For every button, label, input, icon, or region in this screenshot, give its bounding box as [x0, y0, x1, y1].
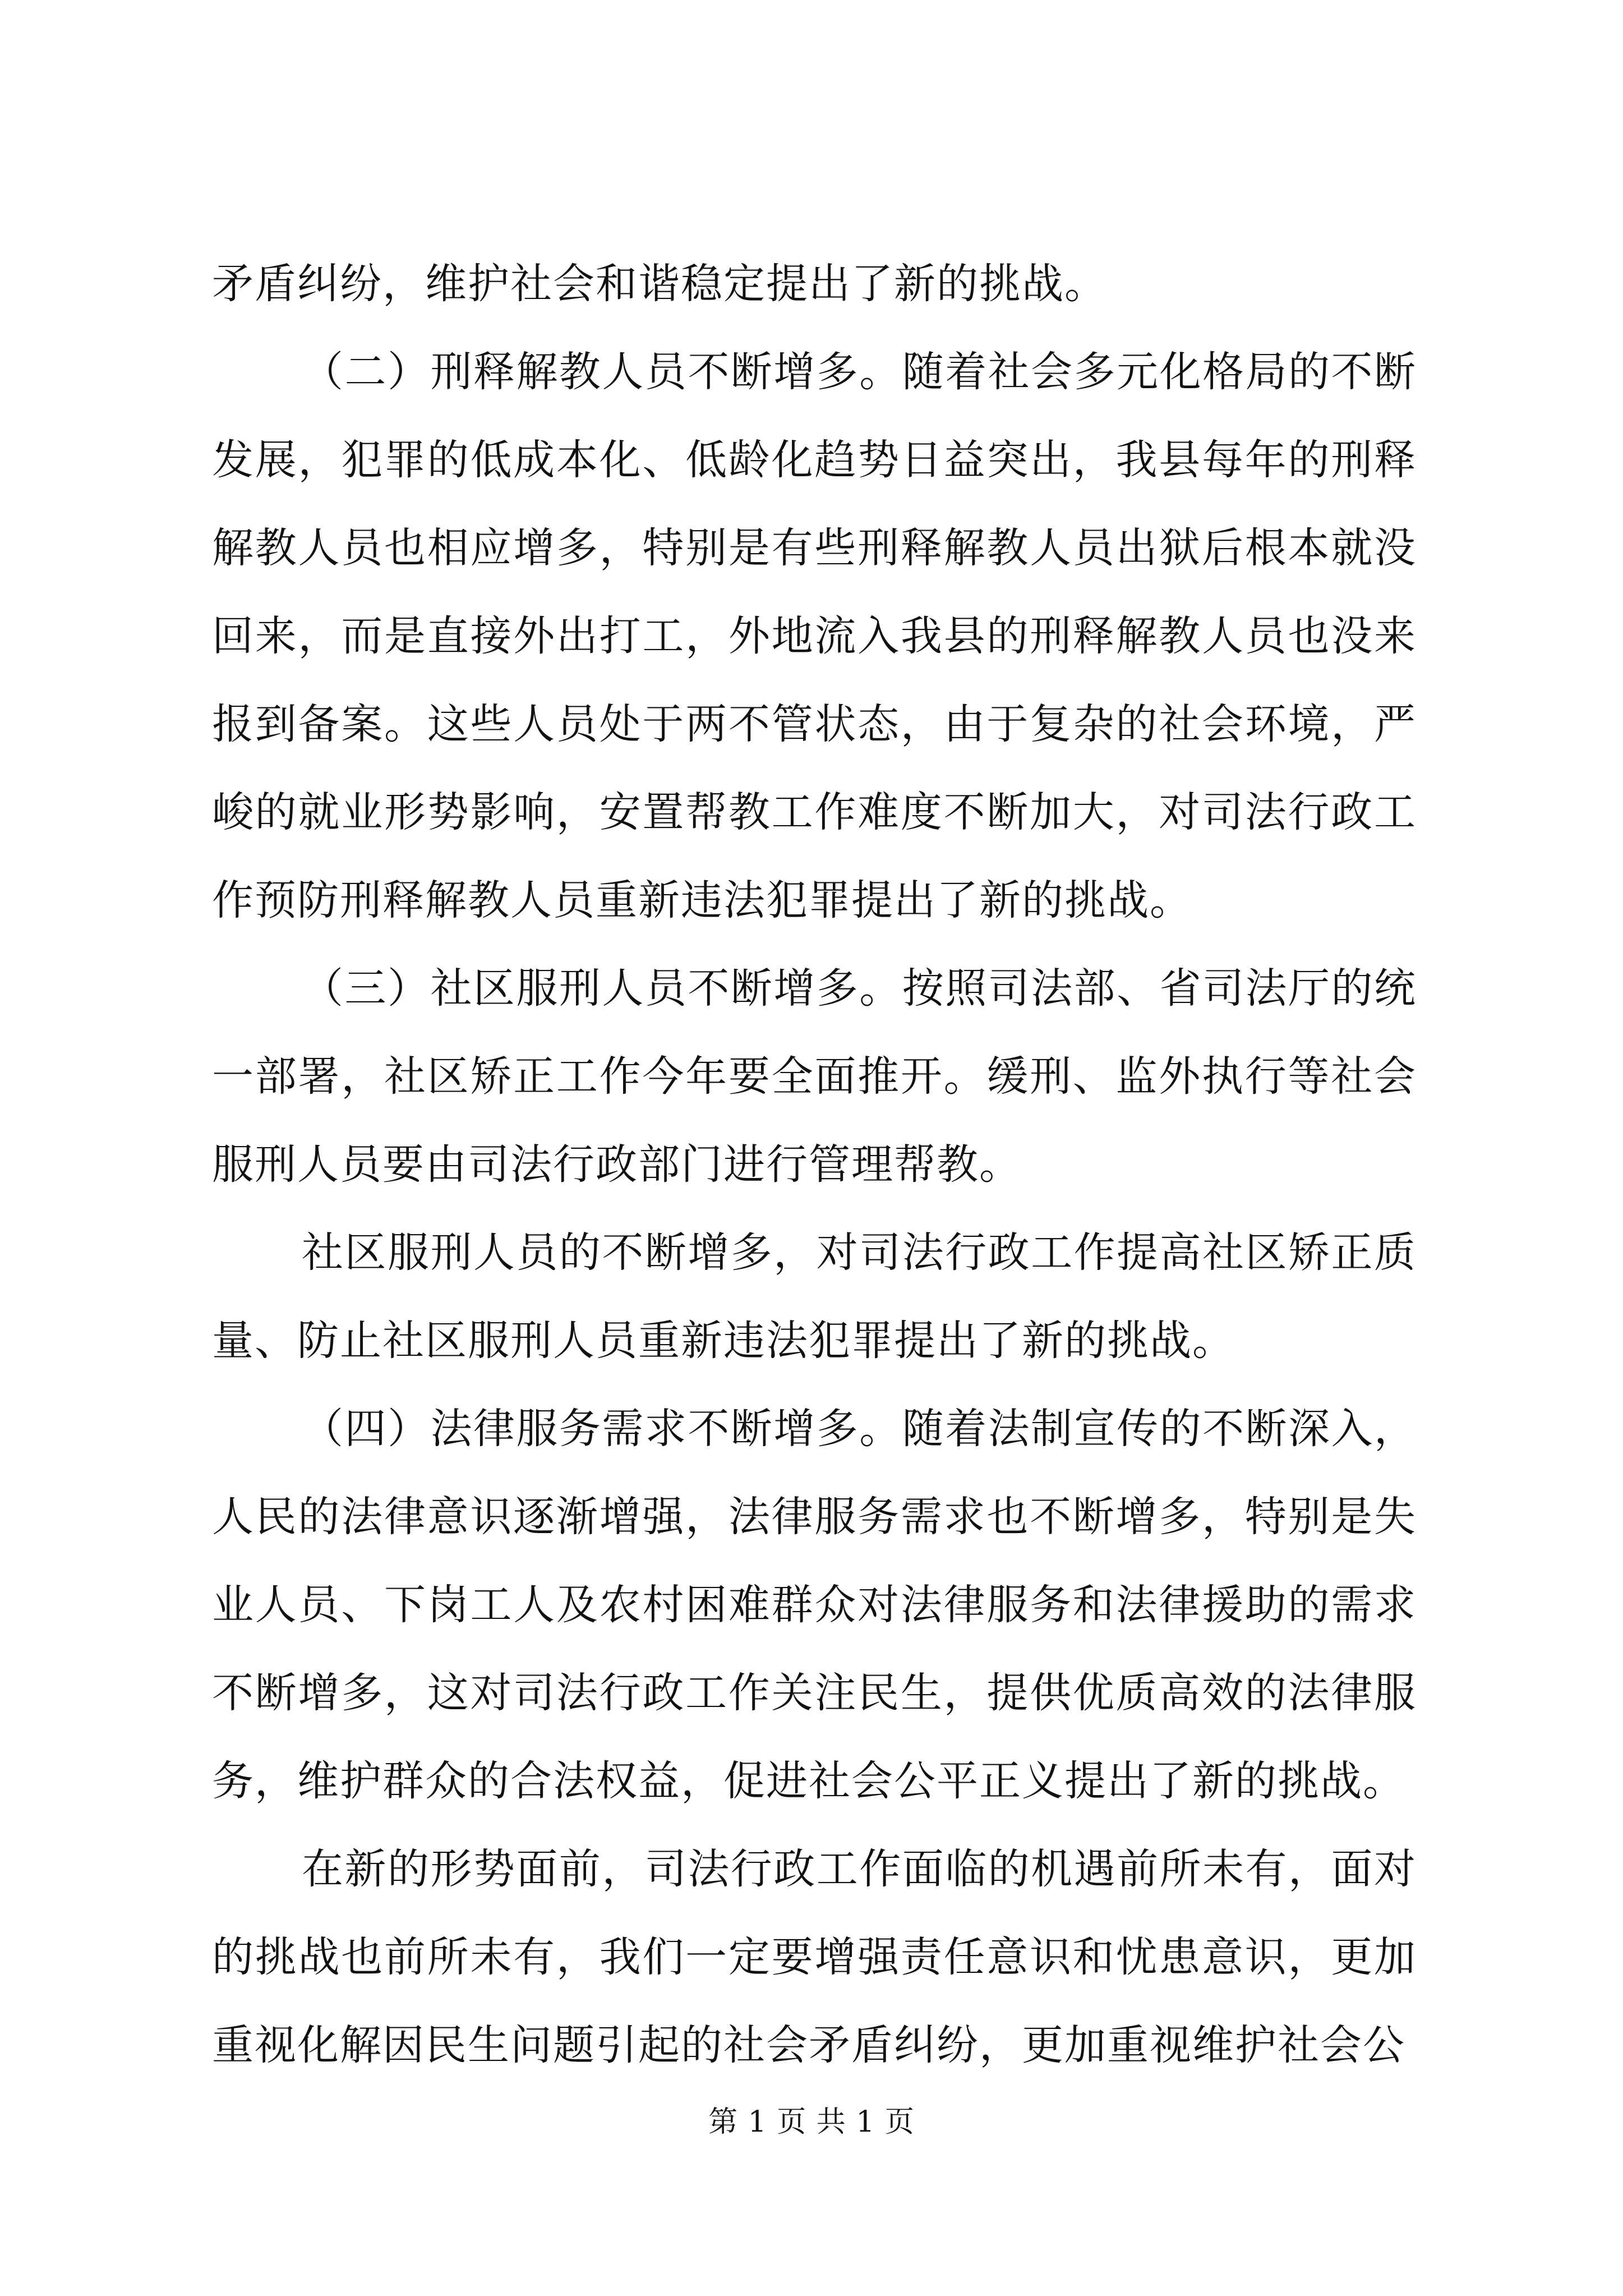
paragraph-released-persons: （二）刑释解教人员不断增多。随着社会多元化格局的不断发展，犯罪的低成本化、低龄化趋势日益突出，我县每年的刑释解教人员也相应增多，特别是有些刑释解教人员出狱后根本就没回来，而是直接外出打工，外地流入我县的刑释解教人员也没来报到备案。这些人员处于两不管状态，由于复杂的社会环境，严峻的就业形势影响，安置帮教工作难度不断加大，对司法行政工作预防刑释解教人员重新违法犯罪提出了新的挑战。	[212, 348, 1417, 924]
paragraph-community-corrections: （三）社区服刑人员不断增多。按照司法部、省司法厅的统一部署，社区矫正工作今年要全面推开。缓刑、监外执行等社会服刑人员要由司法行政部门进行管理帮教。	[212, 964, 1417, 1189]
paragraph-legal-services: （四）法律服务需求不断增多。随着法制宣传的不断深入，人民的法律意识逐渐增强，法律服务需求也不断增多，特别是失业人员、下岗工人及农村困难群众对法律服务和法律援助的需求不断增多，这对司法行政工作关注民生，提供优质高效的法律服务，维护群众的合法权益，促进社会公平正义提出了新的挑战。	[212, 1405, 1417, 1805]
paragraph-community-corrections-challenge: 社区服刑人员的不断增多，对司法行政工作提高社区矫正质量、防止社区服刑人员重新违法犯罪提出了新的挑战。	[212, 1228, 1417, 1365]
page-number-footer: 第 1 页 共 1 页	[708, 2105, 915, 2139]
document-body	[212, 240, 1417, 2090]
paragraph-new-situation: 在新的形势面前，司法行政工作面临的机遇前所未有，面对的挑战也前所未有，我们一定要增强责任意识和忧患意识，更加重视化解因民生问题引起的社会矛盾纠纷，更加重视维护社会公	[212, 1845, 1417, 2069]
paragraph-continuation: 矛盾纠纷，维护社会和谐稳定提出了新的挑战。	[212, 260, 1107, 308]
